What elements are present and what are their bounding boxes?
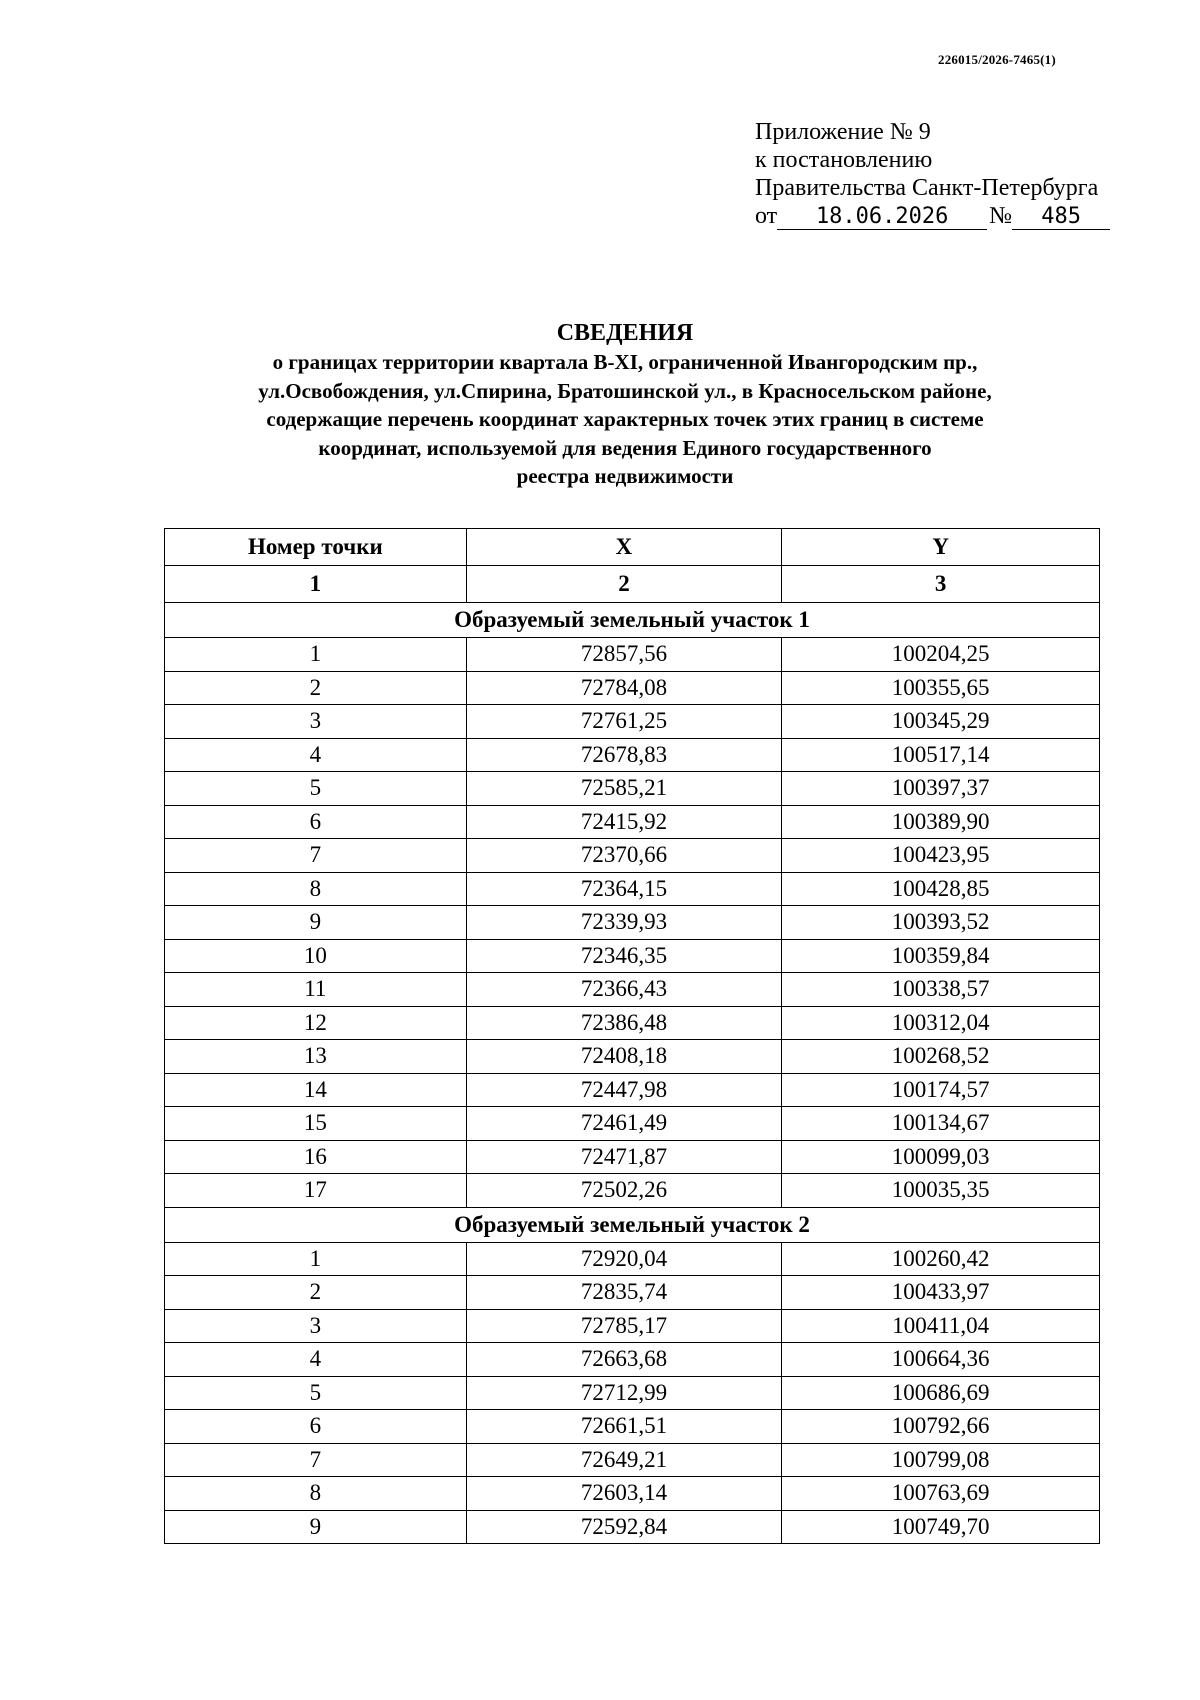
y-coordinate-cell: 100338,57 (782, 973, 1100, 1007)
y-coordinate-cell: 100433,97 (782, 1276, 1100, 1310)
table-row (165, 1107, 1100, 1141)
y-coordinate-cell: 100664,36 (782, 1343, 1100, 1377)
x-coordinate-cell: 72461,49 (466, 1107, 782, 1141)
point-number-cell: 16 (165, 1140, 467, 1174)
point-number-cell: 5 (165, 772, 467, 806)
x-coordinate-cell: 72649,21 (466, 1443, 782, 1477)
x-coordinate-cell: 72364,15 (466, 872, 782, 906)
y-coordinate-cell: 100397,37 (782, 772, 1100, 806)
y-coordinate-cell: 100393,52 (782, 906, 1100, 940)
x-coordinate-cell: 72339,93 (466, 906, 782, 940)
table-row (165, 1376, 1100, 1410)
x-coordinate-cell: 72663,68 (466, 1343, 782, 1377)
point-number-cell: 7 (165, 839, 467, 873)
table-row (165, 1140, 1100, 1174)
table-row (165, 839, 1100, 873)
x-coordinate-cell: 72785,17 (466, 1309, 782, 1343)
section-row (165, 1207, 1100, 1242)
point-number-cell: 6 (165, 1410, 467, 1444)
table-row (165, 872, 1100, 906)
y-coordinate-cell: 100389,90 (782, 805, 1100, 839)
point-number-cell: 1 (165, 638, 467, 672)
table-row (165, 1040, 1100, 1074)
table-body (165, 603, 1100, 1544)
table-row (165, 1006, 1100, 1040)
point-number-cell: 2 (165, 1276, 467, 1310)
heading-line: о границах территории квартала В-XI, ограниченной Ивангородским пр., (272, 350, 978, 374)
document-id: 226015/2026-7465(1) (938, 52, 1056, 67)
y-coordinate-cell: 100411,04 (782, 1309, 1100, 1343)
table-row (165, 638, 1100, 672)
y-coordinate-cell: 100763,69 (782, 1477, 1100, 1511)
y-coordinate-cell: 100799,08 (782, 1443, 1100, 1477)
x-coordinate-cell: 72920,04 (466, 1242, 782, 1276)
table-row (165, 772, 1100, 806)
document-heading (150, 318, 1100, 491)
y-coordinate-cell: 100035,35 (782, 1174, 1100, 1208)
header-y: Y (782, 529, 1100, 566)
table-row (165, 1510, 1100, 1544)
table-row (165, 705, 1100, 739)
point-number-cell: 1 (165, 1242, 467, 1276)
x-coordinate-cell: 72585,21 (466, 772, 782, 806)
y-coordinate-cell: 100174,57 (782, 1073, 1100, 1107)
point-number-cell: 3 (165, 705, 467, 739)
from-label: от (755, 203, 778, 229)
resolution-number: 485 (1012, 205, 1110, 230)
y-coordinate-cell: 100355,65 (782, 671, 1100, 705)
table-row (165, 1309, 1100, 1343)
x-coordinate-cell: 72678,83 (466, 738, 782, 772)
table-row (165, 1477, 1100, 1511)
x-coordinate-cell: 72661,51 (466, 1410, 782, 1444)
heading-title: СВЕДЕНИЯ (556, 320, 694, 346)
x-coordinate-cell: 72835,74 (466, 1276, 782, 1310)
point-number-cell: 9 (165, 906, 467, 940)
y-coordinate-cell: 100749,70 (782, 1510, 1100, 1544)
x-coordinate-cell: 72784,08 (466, 671, 782, 705)
appendix-to-resolution: к постановлению (755, 147, 933, 173)
point-number-cell: 10 (165, 939, 467, 973)
x-coordinate-cell: 72366,43 (466, 973, 782, 1007)
heading-line: содержащие перечень координат характерных точек этих границ в системе (266, 407, 984, 431)
table-row (165, 738, 1100, 772)
table-row (165, 805, 1100, 839)
y-coordinate-cell: 100099,03 (782, 1140, 1100, 1174)
y-coordinate-cell: 100359,84 (782, 939, 1100, 973)
x-coordinate-cell: 72857,56 (466, 638, 782, 672)
point-number-cell: 5 (165, 1376, 467, 1410)
x-coordinate-cell: 72386,48 (466, 1006, 782, 1040)
point-number-cell: 4 (165, 1343, 467, 1377)
x-coordinate-cell: 72502,26 (466, 1174, 782, 1208)
y-coordinate-cell: 100345,29 (782, 705, 1100, 739)
table-row (165, 1343, 1100, 1377)
column-number: 2 (466, 566, 782, 603)
point-number-cell: 8 (165, 1477, 467, 1511)
table-row (165, 1443, 1100, 1477)
coordinates-table (164, 528, 1100, 1544)
table-row (165, 1410, 1100, 1444)
point-number-cell: 15 (165, 1107, 467, 1141)
y-coordinate-cell: 100423,95 (782, 839, 1100, 873)
table-row (165, 973, 1100, 1007)
column-number: 3 (782, 566, 1100, 603)
point-number-cell: 11 (165, 973, 467, 1007)
table-row (165, 671, 1100, 705)
heading-line: реестра недвижимости (516, 464, 734, 488)
point-number-cell: 9 (165, 1510, 467, 1544)
x-coordinate-cell: 72471,87 (466, 1140, 782, 1174)
point-number-cell: 12 (165, 1006, 467, 1040)
point-number-cell: 3 (165, 1309, 467, 1343)
table-row (165, 1242, 1100, 1276)
x-coordinate-cell: 72415,92 (466, 805, 782, 839)
column-number-row (165, 566, 1100, 603)
header-x: X (466, 529, 782, 566)
table-row (165, 906, 1100, 940)
section-title: Образуемый земельный участок 2 (165, 1207, 1100, 1242)
x-coordinate-cell: 72712,99 (466, 1376, 782, 1410)
appendix-number: Приложение № 9 (755, 119, 931, 145)
x-coordinate-cell: 72370,66 (466, 839, 782, 873)
table-row (165, 1073, 1100, 1107)
y-coordinate-cell: 100268,52 (782, 1040, 1100, 1074)
appendix-block (755, 118, 1110, 230)
y-coordinate-cell: 100517,14 (782, 738, 1100, 772)
y-coordinate-cell: 100134,67 (782, 1107, 1100, 1141)
point-number-cell: 6 (165, 805, 467, 839)
y-coordinate-cell: 100312,04 (782, 1006, 1100, 1040)
table-row (165, 939, 1100, 973)
appendix-date-number-line (755, 202, 1110, 230)
y-coordinate-cell: 100260,42 (782, 1242, 1100, 1276)
point-number-cell: 17 (165, 1174, 467, 1208)
y-coordinate-cell: 100204,25 (782, 638, 1100, 672)
y-coordinate-cell: 100428,85 (782, 872, 1100, 906)
point-number-cell: 14 (165, 1073, 467, 1107)
x-coordinate-cell: 72761,25 (466, 705, 782, 739)
heading-line: координат, используемой для ведения Единого государственного (318, 435, 932, 460)
appendix-government: Правительства Санкт-Петербурга (755, 175, 1099, 201)
point-number-cell: 7 (165, 1443, 467, 1477)
column-number: 1 (165, 566, 467, 603)
x-coordinate-cell: 72447,98 (466, 1073, 782, 1107)
table-header-row (165, 529, 1100, 566)
resolution-date: 18.06.2026 (777, 205, 987, 230)
point-number-cell: 8 (165, 872, 467, 906)
table-row (165, 1174, 1100, 1208)
point-number-cell: 4 (165, 738, 467, 772)
heading-line: ул.Освобождения, ул.Спирина, Братошинской ул., в Красносельском районе, (258, 378, 992, 403)
section-title: Образуемый земельный участок 1 (165, 603, 1100, 638)
header-point-number: Номер точки (165, 529, 467, 566)
x-coordinate-cell: 72346,35 (466, 939, 782, 973)
y-coordinate-cell: 100792,66 (782, 1410, 1100, 1444)
y-coordinate-cell: 100686,69 (782, 1376, 1100, 1410)
number-label: № (989, 203, 1013, 229)
table-row (165, 1276, 1100, 1310)
point-number-cell: 13 (165, 1040, 467, 1074)
section-row (165, 603, 1100, 638)
point-number-cell: 2 (165, 671, 467, 705)
x-coordinate-cell: 72592,84 (466, 1510, 782, 1544)
x-coordinate-cell: 72603,14 (466, 1477, 782, 1511)
x-coordinate-cell: 72408,18 (466, 1040, 782, 1074)
